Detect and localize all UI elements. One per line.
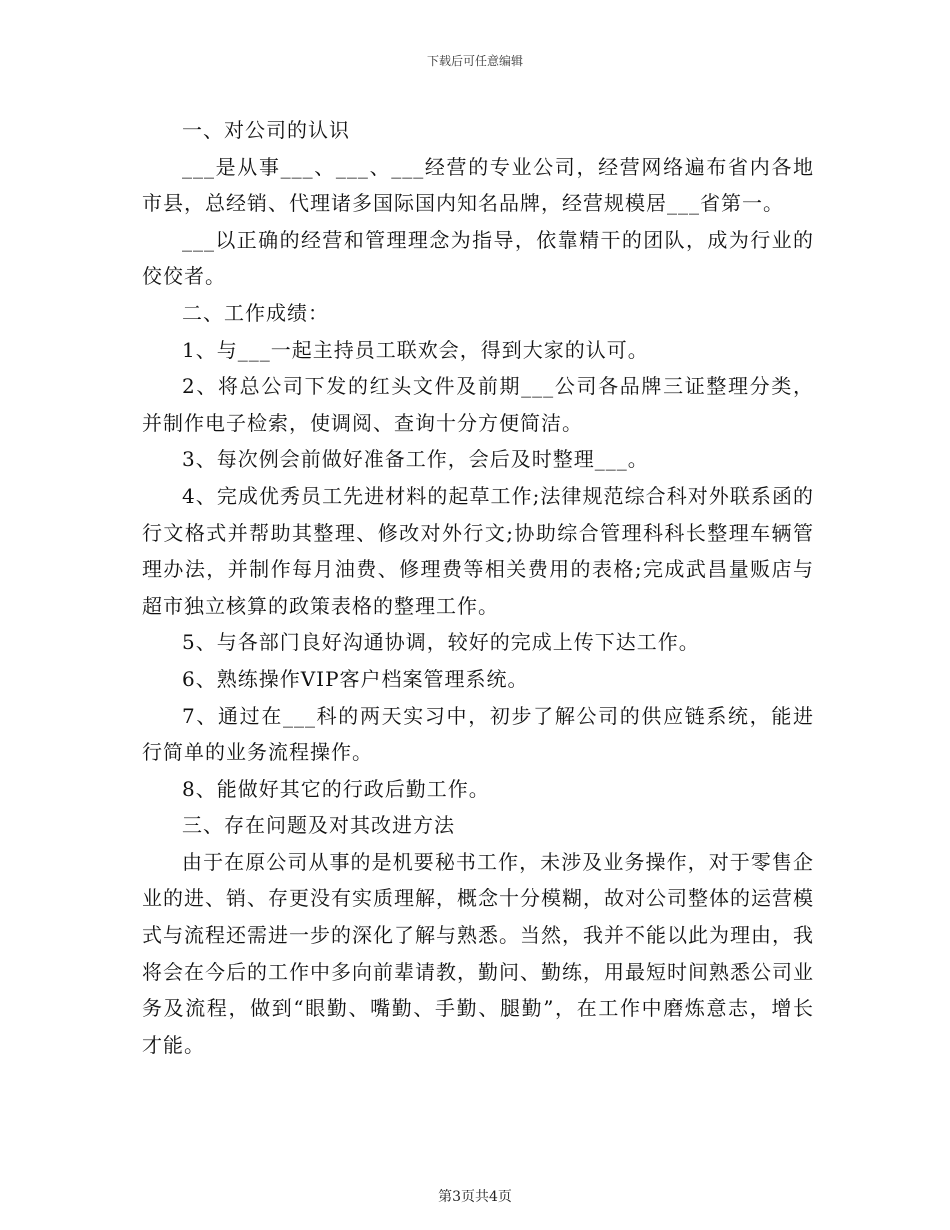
achievement-item-8: 8、能做好其它的行政后勤工作。 xyxy=(182,776,490,801)
achievement-item-3: 3、每次例会前做好准备工作，会后及时整理___。 xyxy=(182,447,649,472)
section-heading-problems: 三、存在问题及对其改进方法 xyxy=(182,813,455,838)
document-body xyxy=(142,112,814,1063)
paragraph-company-philosophy: ___以正确的经营和管理理念为指导，依靠精干的团队，成为行业的佼佼者。 xyxy=(142,227,814,289)
achievement-item-7: 7、通过在___科的两天实习中，初步了解公司的供应链系统，能进行简单的业务流程操作。 xyxy=(142,703,814,765)
paragraph-company-intro: ___是从事___、___、___经营的专业公司，经营网络遍布省内各地市县，总经销、代理诸多国际国内知名品牌，经营规模居___省第一。 xyxy=(142,154,814,216)
achievement-item-5: 5、与各部门良好沟通协调，较好的完成上传下达工作。 xyxy=(182,630,700,655)
achievement-item-4: 4、完成优秀员工先进材料的起草工作;法律规范综合科对外联系函的行文格式并帮助其整理、修改对外行文;协助综合管理科科长整理车辆管理办法，并制作每月油费、修理费等相关费用的表格;完成武昌量贩店与超市独立核算的政策表格的整理工作。 xyxy=(142,483,814,618)
page-number: 第3页共4页 xyxy=(438,1189,512,1205)
achievement-item-2: 2、将总公司下发的红头文件及前期___公司各品牌三证整理分类，并制作电子检索，使调阅、查询十分方便简洁。 xyxy=(142,374,814,435)
achievement-item-1: 1、与___一起主持员工联欢会，得到大家的认可。 xyxy=(182,337,649,362)
achievement-item-6: 6、熟练操作VIP客户档案管理系统。 xyxy=(182,666,529,691)
section-heading-achievements: 二、工作成绩： xyxy=(182,300,329,325)
page-header: 下载后可任意编辑 xyxy=(426,54,523,68)
paragraph-problems-improvement: 由于在原公司从事的是机要秘书工作，未涉及业务操作，对于零售企业的进、销、存更没有实质理解，概念十分模糊，故对公司整体的运营模式与流程还需进一步的深化了解与熟悉。当然，我并不能以此为理由，我将会在今后的工作中多向前辈请教，勤问、勤练，用最短时间熟悉公司业务及流程，做到“眼勤、嘴勤、手勤、腿勤”，在工作中磨炼意志，增长才能。 xyxy=(142,849,814,1057)
section-heading-company-understanding: 一、对公司的认识 xyxy=(182,118,350,142)
